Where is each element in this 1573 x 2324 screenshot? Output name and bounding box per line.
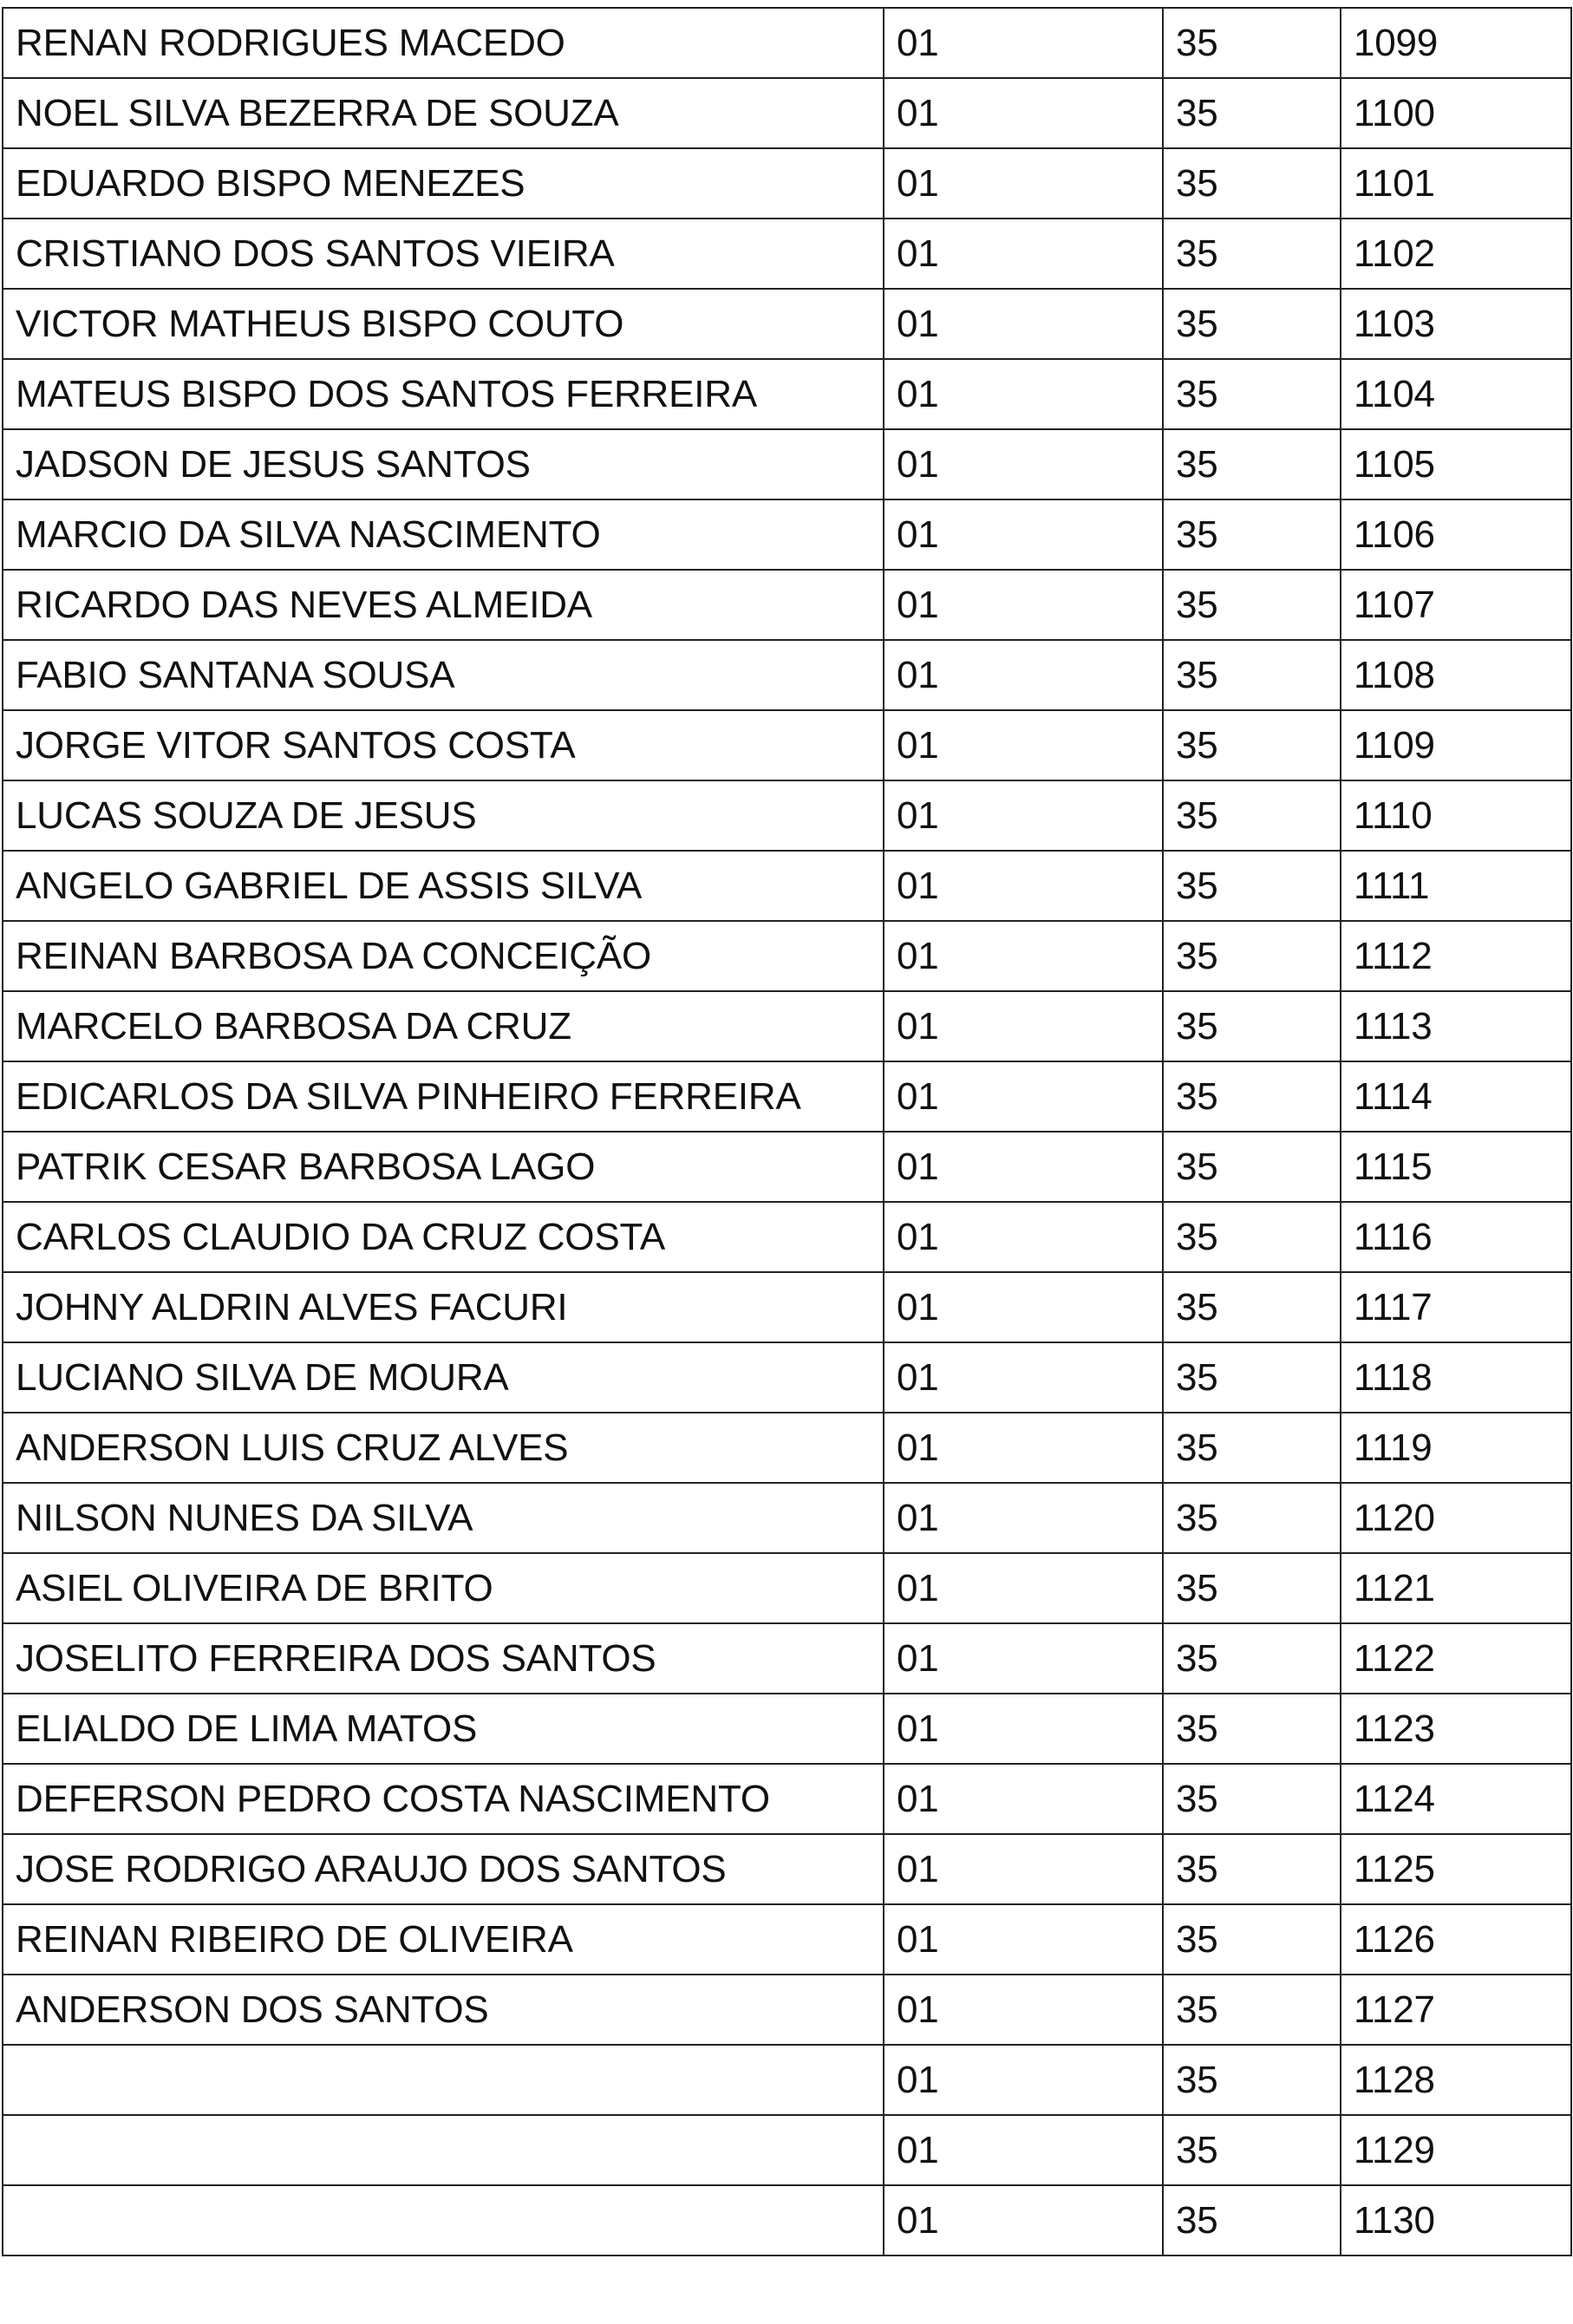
- col3-cell: 35: [1163, 710, 1341, 780]
- col3-cell: 35: [1163, 2185, 1341, 2255]
- table-row: [3, 289, 1571, 359]
- col3-cell: 35: [1163, 1694, 1341, 1764]
- col3-cell: 35: [1163, 921, 1341, 991]
- col2-cell: 01: [884, 289, 1163, 359]
- col2-cell: 01: [884, 1623, 1163, 1694]
- col2-cell: 01: [884, 1764, 1163, 1834]
- col3-cell: 35: [1163, 1272, 1341, 1342]
- col2-cell: 01: [884, 710, 1163, 780]
- table-row: [3, 1623, 1571, 1694]
- col2-cell: 01: [884, 219, 1163, 289]
- number-cell: 1116: [1341, 1202, 1571, 1272]
- roster-table: [2, 7, 1572, 2256]
- col2-cell: 01: [884, 1132, 1163, 1202]
- table-row: [3, 640, 1571, 710]
- table-row: [3, 1413, 1571, 1483]
- col2-cell: 01: [884, 1272, 1163, 1342]
- table-row: [3, 991, 1571, 1061]
- col2-cell: 01: [884, 2045, 1163, 2115]
- number-cell: 1118: [1341, 1342, 1571, 1413]
- col3-cell: 35: [1163, 1483, 1341, 1553]
- name-cell: [3, 2185, 884, 2255]
- number-cell: 1123: [1341, 1694, 1571, 1764]
- col2-cell: 01: [884, 1834, 1163, 1904]
- number-cell: 1122: [1341, 1623, 1571, 1694]
- col2-cell: 01: [884, 1061, 1163, 1132]
- col2-cell: 01: [884, 8, 1163, 78]
- col2-cell: 01: [884, 1975, 1163, 2045]
- name-cell: PATRIK CESAR BARBOSA LAGO: [3, 1132, 884, 1202]
- number-cell: 1100: [1341, 78, 1571, 148]
- col3-cell: 35: [1163, 359, 1341, 429]
- name-cell: EDICARLOS DA SILVA PINHEIRO FERREIRA: [3, 1061, 884, 1132]
- name-cell: REINAN RIBEIRO DE OLIVEIRA: [3, 1904, 884, 1975]
- number-cell: 1102: [1341, 219, 1571, 289]
- table-row: [3, 570, 1571, 640]
- table-row: [3, 921, 1571, 991]
- col3-cell: 35: [1163, 780, 1341, 851]
- col2-cell: 01: [884, 2115, 1163, 2185]
- table-row: [3, 499, 1571, 570]
- name-cell: JORGE VITOR SANTOS COSTA: [3, 710, 884, 780]
- table-row: [3, 1764, 1571, 1834]
- table-row: [3, 219, 1571, 289]
- table-row: [3, 1553, 1571, 1623]
- number-cell: 1109: [1341, 710, 1571, 780]
- table-row: [3, 8, 1571, 78]
- number-cell: 1112: [1341, 921, 1571, 991]
- col2-cell: 01: [884, 851, 1163, 921]
- number-cell: 1108: [1341, 640, 1571, 710]
- name-cell: LUCAS SOUZA DE JESUS: [3, 780, 884, 851]
- name-cell: JADSON DE JESUS SANTOS: [3, 429, 884, 499]
- col3-cell: 35: [1163, 851, 1341, 921]
- col2-cell: 01: [884, 640, 1163, 710]
- col2-cell: 01: [884, 1342, 1163, 1413]
- col2-cell: 01: [884, 1553, 1163, 1623]
- number-cell: 1113: [1341, 991, 1571, 1061]
- table-row: [3, 1904, 1571, 1975]
- table-row: [3, 851, 1571, 921]
- col3-cell: 35: [1163, 1413, 1341, 1483]
- table-row: [3, 1694, 1571, 1764]
- col3-cell: 35: [1163, 499, 1341, 570]
- number-cell: 1129: [1341, 2115, 1571, 2185]
- number-cell: 1121: [1341, 1553, 1571, 1623]
- number-cell: 1125: [1341, 1834, 1571, 1904]
- col2-cell: 01: [884, 991, 1163, 1061]
- table-row: [3, 429, 1571, 499]
- table-row: [3, 1483, 1571, 1553]
- col2-cell: 01: [884, 1202, 1163, 1272]
- name-cell: VICTOR MATHEUS BISPO COUTO: [3, 289, 884, 359]
- name-cell: NOEL SILVA BEZERRA DE SOUZA: [3, 78, 884, 148]
- table-row: [3, 1061, 1571, 1132]
- name-cell: LUCIANO SILVA DE MOURA: [3, 1342, 884, 1413]
- col3-cell: 35: [1163, 148, 1341, 219]
- number-cell: 1114: [1341, 1061, 1571, 1132]
- col3-cell: 35: [1163, 1061, 1341, 1132]
- col2-cell: 01: [884, 1413, 1163, 1483]
- name-cell: ANGELO GABRIEL DE ASSIS SILVA: [3, 851, 884, 921]
- table-row: [3, 2115, 1571, 2185]
- col3-cell: 35: [1163, 1764, 1341, 1834]
- number-cell: 1117: [1341, 1272, 1571, 1342]
- number-cell: 1124: [1341, 1764, 1571, 1834]
- number-cell: 1119: [1341, 1413, 1571, 1483]
- table-row: [3, 1834, 1571, 1904]
- number-cell: 1126: [1341, 1904, 1571, 1975]
- col3-cell: 35: [1163, 78, 1341, 148]
- col3-cell: 35: [1163, 8, 1341, 78]
- number-cell: 1111: [1341, 851, 1571, 921]
- table-row: [3, 1342, 1571, 1413]
- name-cell: EDUARDO BISPO MENEZES: [3, 148, 884, 219]
- name-cell: ANDERSON DOS SANTOS: [3, 1975, 884, 2045]
- name-cell: MATEUS BISPO DOS SANTOS FERREIRA: [3, 359, 884, 429]
- col3-cell: 35: [1163, 1623, 1341, 1694]
- col2-cell: 01: [884, 148, 1163, 219]
- name-cell: [3, 2045, 884, 2115]
- number-cell: 1106: [1341, 499, 1571, 570]
- name-cell: RICARDO DAS NEVES ALMEIDA: [3, 570, 884, 640]
- name-cell: FABIO SANTANA SOUSA: [3, 640, 884, 710]
- col3-cell: 35: [1163, 219, 1341, 289]
- name-cell: CARLOS CLAUDIO DA CRUZ COSTA: [3, 1202, 884, 1272]
- table-row: [3, 359, 1571, 429]
- col2-cell: 01: [884, 499, 1163, 570]
- number-cell: 1127: [1341, 1975, 1571, 2045]
- col2-cell: 01: [884, 359, 1163, 429]
- col3-cell: 35: [1163, 2115, 1341, 2185]
- table-row: [3, 1202, 1571, 1272]
- number-cell: 1104: [1341, 359, 1571, 429]
- col3-cell: 35: [1163, 289, 1341, 359]
- roster-table-body: [3, 8, 1571, 2255]
- col3-cell: 35: [1163, 1202, 1341, 1272]
- col3-cell: 35: [1163, 1975, 1341, 2045]
- col2-cell: 01: [884, 2185, 1163, 2255]
- col3-cell: 35: [1163, 1904, 1341, 1975]
- name-cell: ASIEL OLIVEIRA DE BRITO: [3, 1553, 884, 1623]
- table-row: [3, 710, 1571, 780]
- name-cell: ANDERSON LUIS CRUZ ALVES: [3, 1413, 884, 1483]
- col2-cell: 01: [884, 570, 1163, 640]
- name-cell: NILSON NUNES DA SILVA: [3, 1483, 884, 1553]
- table-row: [3, 2045, 1571, 2115]
- table-row: [3, 1975, 1571, 2045]
- number-cell: 1128: [1341, 2045, 1571, 2115]
- table-row: [3, 148, 1571, 219]
- col3-cell: 35: [1163, 1342, 1341, 1413]
- name-cell: ELIALDO DE LIMA MATOS: [3, 1694, 884, 1764]
- col3-cell: 35: [1163, 2045, 1341, 2115]
- table-row: [3, 1272, 1571, 1342]
- name-cell: RENAN RODRIGUES MACEDO: [3, 8, 884, 78]
- number-cell: 1099: [1341, 8, 1571, 78]
- table-row: [3, 1132, 1571, 1202]
- name-cell: MARCIO DA SILVA NASCIMENTO: [3, 499, 884, 570]
- number-cell: 1120: [1341, 1483, 1571, 1553]
- name-cell: JOSELITO FERREIRA DOS SANTOS: [3, 1623, 884, 1694]
- name-cell: DEFERSON PEDRO COSTA NASCIMENTO: [3, 1764, 884, 1834]
- col3-cell: 35: [1163, 991, 1341, 1061]
- number-cell: 1115: [1341, 1132, 1571, 1202]
- col2-cell: 01: [884, 1483, 1163, 1553]
- table-row: [3, 780, 1571, 851]
- name-cell: REINAN BARBOSA DA CONCEIÇÃO: [3, 921, 884, 991]
- number-cell: 1105: [1341, 429, 1571, 499]
- col3-cell: 35: [1163, 570, 1341, 640]
- name-cell: CRISTIANO DOS SANTOS VIEIRA: [3, 219, 884, 289]
- name-cell: MARCELO BARBOSA DA CRUZ: [3, 991, 884, 1061]
- col3-cell: 35: [1163, 1132, 1341, 1202]
- name-cell: JOHNY ALDRIN ALVES FACURI: [3, 1272, 884, 1342]
- number-cell: 1110: [1341, 780, 1571, 851]
- table-row: [3, 2185, 1571, 2255]
- col2-cell: 01: [884, 429, 1163, 499]
- name-cell: [3, 2115, 884, 2185]
- number-cell: 1103: [1341, 289, 1571, 359]
- number-cell: 1107: [1341, 570, 1571, 640]
- number-cell: 1130: [1341, 2185, 1571, 2255]
- col3-cell: 35: [1163, 1834, 1341, 1904]
- col3-cell: 35: [1163, 1553, 1341, 1623]
- table-row: [3, 78, 1571, 148]
- col2-cell: 01: [884, 78, 1163, 148]
- col2-cell: 01: [884, 1694, 1163, 1764]
- number-cell: 1101: [1341, 148, 1571, 219]
- col3-cell: 35: [1163, 640, 1341, 710]
- col2-cell: 01: [884, 780, 1163, 851]
- col2-cell: 01: [884, 1904, 1163, 1975]
- name-cell: JOSE RODRIGO ARAUJO DOS SANTOS: [3, 1834, 884, 1904]
- col3-cell: 35: [1163, 429, 1341, 499]
- col2-cell: 01: [884, 921, 1163, 991]
